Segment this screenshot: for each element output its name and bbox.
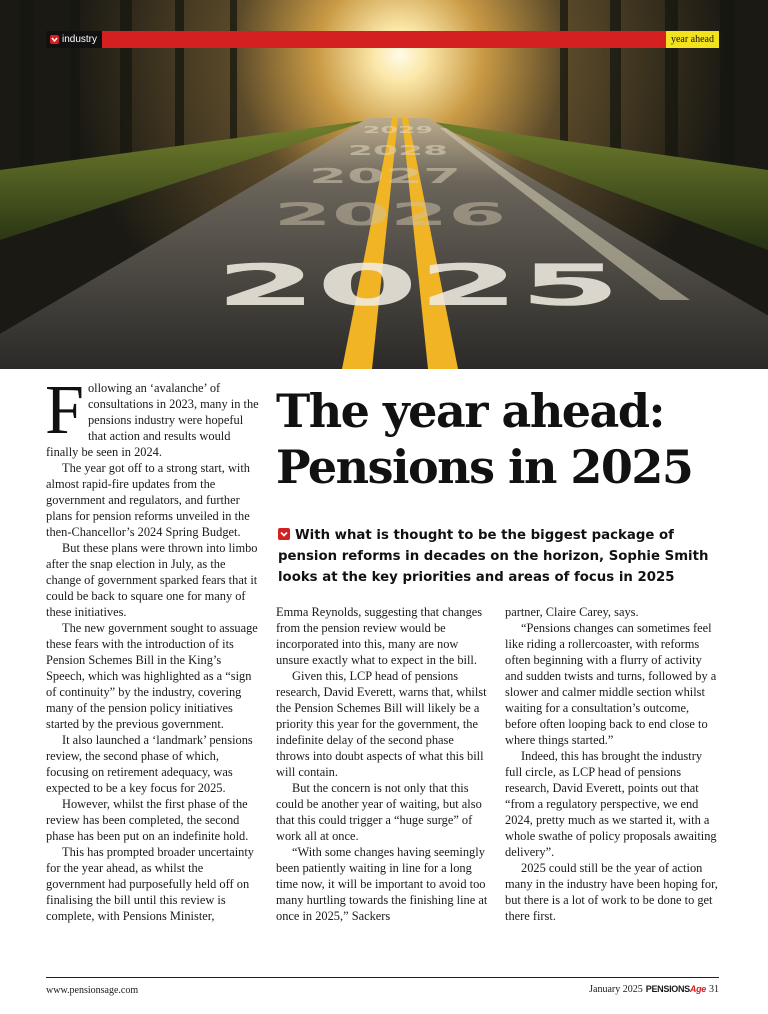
- paragraph: Indeed, this has brought the industry full circle, as LCP head of pensions research, David Everett, points out that “from a regulatory perspective, we end 2024, pretty much as we started it, with a whole swathe of policy proposals awaiting delivery”.: [505, 749, 717, 859]
- paragraph: It also launched a ‘landmark’ pensions review, the second phase of which, focusing on retirement adequacy, was expected to be a key focus for 2025.: [46, 733, 253, 795]
- hero-image: [0, 0, 768, 369]
- drop-cap: F: [45, 372, 84, 449]
- paragraph: The year got off to a strong start, with almost rapid-fire updates from the government and regulators, and further plans for pension reforms unveiled in the then-Chancellor’s 2024 Spring Budget.: [46, 461, 250, 539]
- paragraph: Given this, LCP head of pensions research, David Everett, warns that, whilst the Pension Schemes Bill will likely be a priority this year for the government, the indefinite delay of the second phase throws into doubt aspects of what this bill will contain.: [276, 669, 487, 779]
- magazine-logo: PENSIONSAge: [645, 984, 706, 994]
- section-label-text: industry: [62, 34, 98, 45]
- hero-road-illustration: [0, 0, 768, 369]
- footer-date: January 2025: [589, 984, 643, 995]
- section-label: [46, 31, 102, 48]
- chevron-down-icon: [278, 528, 290, 540]
- paragraph: But the concern is not only that this could be another year of waiting, but also that this could trigger a “huge surge” of work all at once.: [276, 781, 482, 843]
- section-header-bar: [46, 31, 719, 48]
- paragraph: “With some changes having seemingly been patiently waiting in line for a long time now, it will be important to avoid too many hurtling towards the finishing line at once in 2025,” Sackers: [276, 845, 488, 923]
- article-column-1: [45, 372, 260, 924]
- footer-url[interactable]: www.pensionsage.com: [46, 985, 139, 996]
- paragraph: partner, Claire Carey, says.: [505, 605, 639, 619]
- page-number: 31: [709, 984, 719, 995]
- footer-divider: [46, 977, 719, 978]
- headline-line-1: The year ahead:: [276, 384, 664, 438]
- article-standfirst: [278, 525, 728, 588]
- paragraph: The new government sought to assuage these fears with the introduction of its Pension Schemes Bill in the King’s Speech, which was highlighted as a “sign of continuity” by the industry, covering many of the pension policy initiatives started by the previous government.: [46, 621, 258, 731]
- road-year-2028: 2028: [347, 143, 449, 159]
- paragraph: But these plans were thrown into limbo after the snap election in July, as the change of government sparked fears that it could be back to square one for many of these initiatives.: [46, 541, 258, 619]
- chevron-down-icon: [50, 35, 59, 44]
- paragraph: Following an ‘avalanche’ of consultations in 2023, many in the pensions industry were hopeful that action and results would finally be seen in 2024.: [45, 372, 259, 459]
- paragraph: 2025 could still be the year of action many in the industry have been hoping for, but there is a lot of work to be done to get there first.: [505, 861, 718, 923]
- road-year-2026: 2026: [273, 195, 507, 233]
- article-column-2: [276, 604, 490, 924]
- paragraph: This has prompted broader uncertainty for the year ahead, as whilst the government had purposefully held off on finalising the bill until this review is complete, with Pensions Minister,: [46, 845, 254, 923]
- headline-line-2: Pensions in 2025: [276, 440, 693, 494]
- article-column-3: [505, 604, 719, 924]
- article-headline: [276, 383, 746, 495]
- standfirst-text: With what is thought to be the biggest package of pension reforms in decades on the horizon, Sophie Smith looks at the key priorities and areas of focus in 2025: [278, 528, 709, 585]
- paragraph: “Pensions changes can sometimes feel like riding a rollercoaster, with reforms often beginning with a flurry of activity and sudden twists and turns, followed by a slower and calmer middle section whilst waiting for a consultation’s outcome, before often looping back to end close to where things started.”: [505, 621, 717, 747]
- section-tag: year ahead: [666, 31, 719, 48]
- paragraph: However, whilst the first phase of the review has been completed, the second phase has been put on an indefinite hold.: [46, 797, 249, 843]
- road-year-2029: 2029: [362, 123, 434, 136]
- paragraph: Emma Reynolds, suggesting that changes from the pension review would be incorporated into this, many are now unsure exactly what to expect in the bill.: [276, 605, 483, 667]
- road-year-2027: 2027: [309, 163, 461, 189]
- road-year-2025: 2025: [215, 252, 621, 319]
- footer-meta: [589, 984, 719, 995]
